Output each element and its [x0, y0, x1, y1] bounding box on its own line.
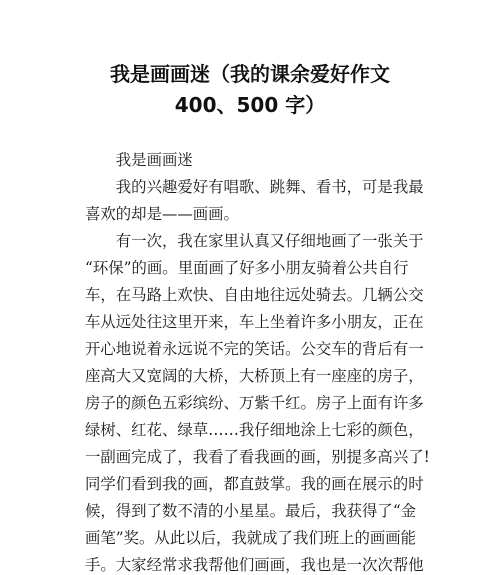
- body-line: 车从远处往这里开来，车上坐着许多小朋友，正在: [85, 313, 424, 331]
- body-line: 我的兴趣爱好有唱歌、跳舞、看书，可是我最: [85, 178, 424, 196]
- body-line: 我是画画迷: [85, 151, 193, 169]
- body-line: 房子的颜色五彩缤纷、万紫千红。房子上面有许多: [85, 394, 424, 412]
- body-line: 开心地说着永远说不完的笑话。公交车的背后有一: [85, 340, 424, 358]
- body-line: 喜欢的却是——画画。: [85, 205, 239, 223]
- body-line: 候，得到了数不清的小星星。最后，我获得了“金: [85, 502, 417, 520]
- body-line: 同学们看到我的画，都直鼓掌。我的画在展示的时: [85, 475, 424, 493]
- body-line: 有一次，我在家里认真又仔细地画了一张关于: [85, 232, 424, 250]
- document-title-line-1: 我是画画迷（我的课余爱好作文: [110, 62, 390, 86]
- body-line: 车，在马路上欢快、自由地往远处骑去。几辆公交: [85, 286, 424, 304]
- body-line: 画笔”奖。从此以后，我就成了我们班上的画画能: [85, 529, 417, 547]
- body-line: 手。大家经常求我帮他们画画，我也是一次次帮他: [85, 556, 424, 574]
- body-line: 座高大又宽阔的大桥，大桥顶上有一座座的房子，: [85, 367, 424, 385]
- body-line: 绿树、红花、绿草……我仔细地涂上七彩的颜色，: [85, 421, 424, 439]
- body-line: 一副画完成了，我看了看我画的画，别提多高兴了!: [85, 448, 430, 466]
- body-line: “环保”的画。里面画了好多小朋友骑着公共自行: [85, 259, 409, 277]
- document-title-line-2: 400、500 字）: [174, 93, 326, 117]
